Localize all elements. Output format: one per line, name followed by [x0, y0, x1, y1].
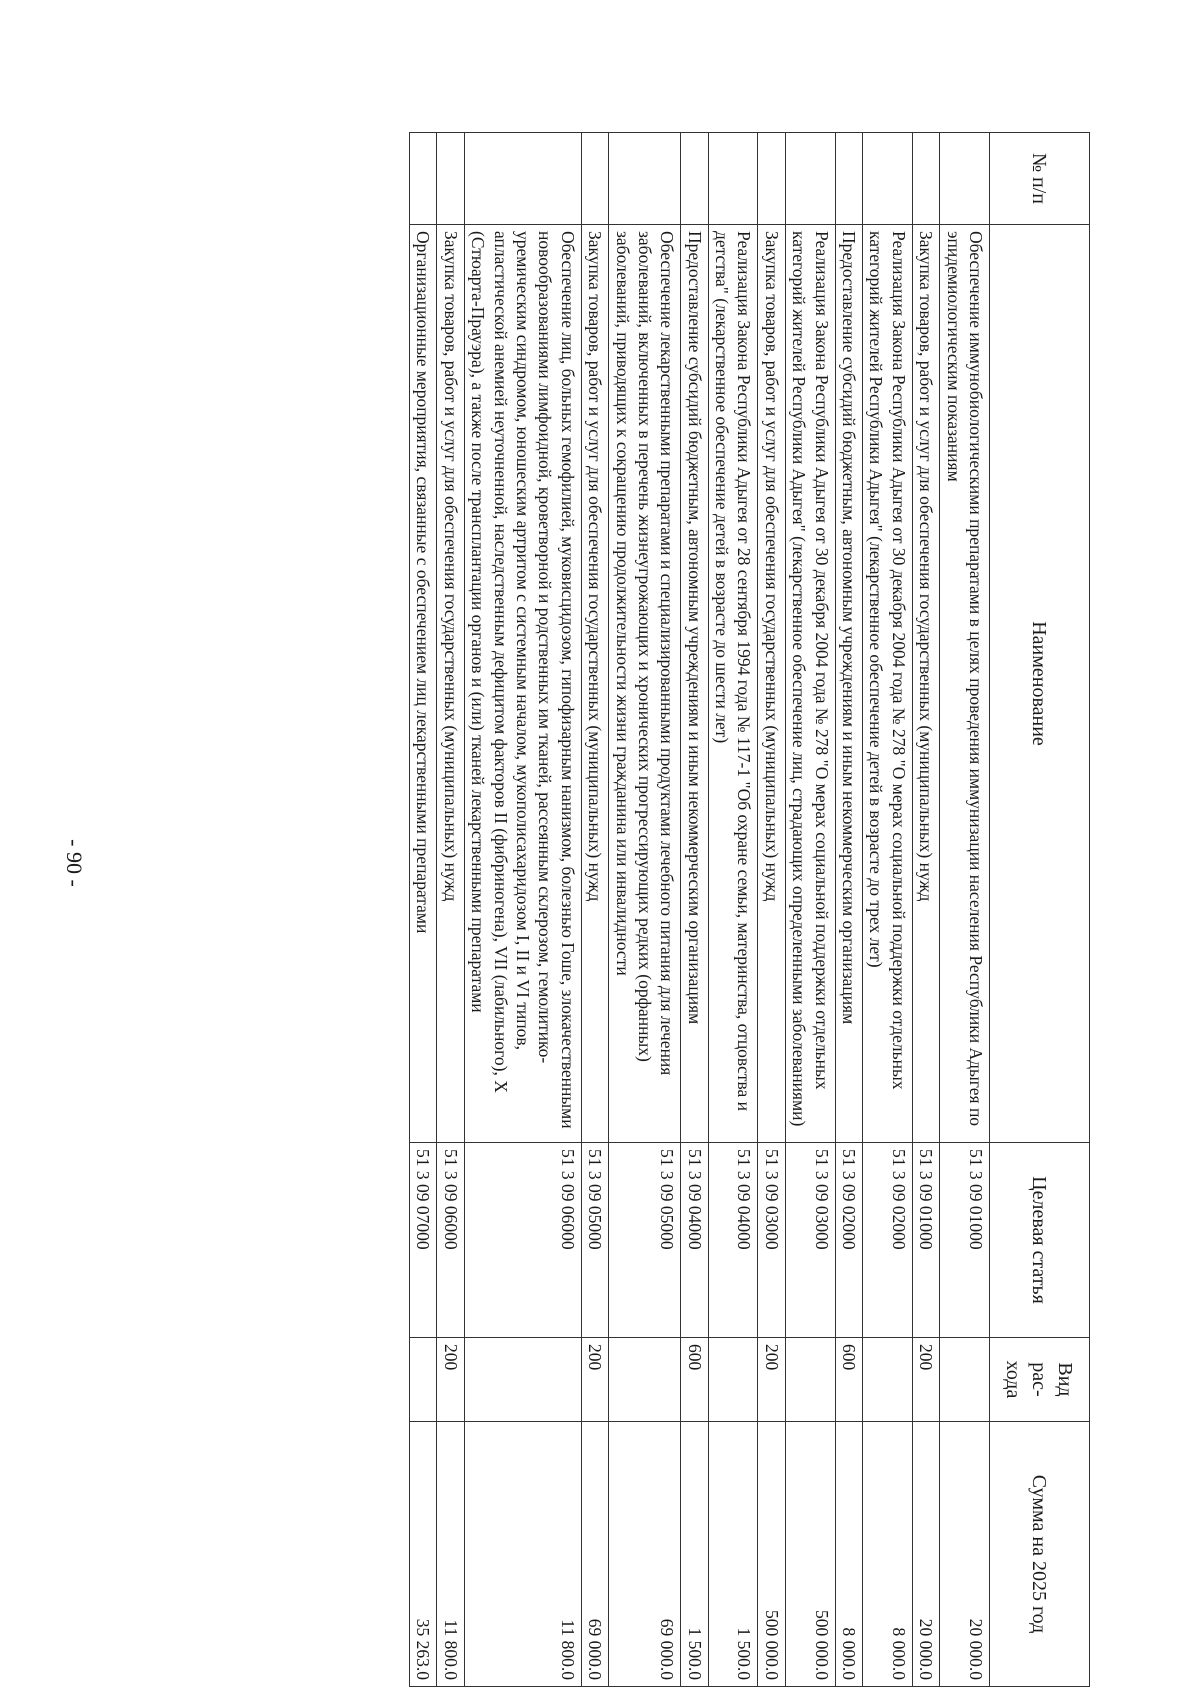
row-kind-cell	[708, 1338, 758, 1422]
row-number-cell	[708, 133, 758, 225]
row-amount-cell: 69 000.0	[609, 1422, 681, 1687]
row-code-cell: 51 3 09 05000	[609, 1143, 681, 1338]
row-name-cell: Обеспечение лекарственными препаратами и специализированными продуктами лечебного питания для лечения заболеваний, включенных в перечень жизнеугрожающих и хронических прогрессирующих редких (орфанных) заболеваний, приводящих к сокращению продолжительности жизни гражданина или инвалидности	[609, 225, 681, 1143]
table-row	[785, 133, 835, 1687]
row-number-cell	[912, 133, 939, 225]
row-code-cell: 51 3 09 01000	[940, 1143, 990, 1338]
row-name-cell: Закупка товаров, работ и услуг для обеспечения государственных (муниципальных) нужд	[437, 225, 464, 1143]
row-amount-cell: 1 500.0	[681, 1422, 708, 1687]
row-kind-cell: 200	[758, 1338, 785, 1422]
header-name: Наименование	[990, 225, 1090, 1143]
rotated-page-content	[1, 132, 1090, 1686]
row-kind-cell: 600	[835, 1338, 862, 1422]
row-kind-cell: 200	[437, 1338, 464, 1422]
row-name-cell: Предоставление субсидий бюджетным, автономным учреждениям и иным некоммерческим организациям	[681, 225, 708, 1143]
row-amount-cell: 20 000.0	[912, 1422, 939, 1687]
row-code-cell: 51 3 09 04000	[708, 1143, 758, 1338]
row-code-cell: 51 3 09 06000	[437, 1143, 464, 1338]
table-row	[437, 133, 464, 1687]
header-number: № п/п	[990, 133, 1090, 225]
row-amount-cell: 69 000.0	[581, 1422, 608, 1687]
row-kind-cell: 600	[681, 1338, 708, 1422]
row-amount-cell: 11 800.0	[464, 1422, 581, 1687]
row-name-cell: Реализация Закона Республики Адыгея от 30 декабря 2004 года № 278 "О мерах социальной поддержки отдельных категорий жителей Республики Адыгея" (лекарственное обеспечение детей в возрасте до трех лет)	[863, 225, 913, 1143]
table-row	[681, 133, 708, 1687]
row-name-cell: Закупка товаров, работ и услуг для обеспечения государственных (муниципальных) нужд	[758, 225, 785, 1143]
table-row	[835, 133, 862, 1687]
row-number-cell	[410, 133, 437, 225]
row-number-cell	[464, 133, 581, 225]
row-number-cell	[758, 133, 785, 225]
budget-table	[409, 132, 1090, 1687]
row-code-cell: 51 3 09 02000	[835, 1143, 862, 1338]
header-kind: Вид рас- хода	[990, 1338, 1090, 1422]
row-number-cell	[835, 133, 862, 225]
row-code-cell: 51 3 09 04000	[681, 1143, 708, 1338]
row-amount-cell: 8 000.0	[863, 1422, 913, 1687]
row-code-cell: 51 3 09 07000	[410, 1143, 437, 1338]
row-kind-cell: 200	[912, 1338, 939, 1422]
table-row	[912, 133, 939, 1687]
row-code-cell: 51 3 09 06000	[464, 1143, 581, 1338]
row-number-cell	[609, 133, 681, 225]
row-name-cell: Закупка товаров, работ и услуг для обеспечения государственных (муниципальных) нужд	[912, 225, 939, 1143]
row-kind-cell	[785, 1338, 835, 1422]
row-name-cell: Обеспечение иммунобиологическими препаратами в целях проведения иммунизации населения Республики Адыгея по эпидемиологическим показаниям	[940, 225, 990, 1143]
row-code-cell: 51 3 09 02000	[863, 1143, 913, 1338]
header-amount: Сумма на 2025 год	[990, 1422, 1090, 1687]
row-name-cell: Предоставление субсидий бюджетным, автономным учреждениям и иным некоммерческим организациям	[835, 225, 862, 1143]
row-kind-cell	[410, 1338, 437, 1422]
table-row	[758, 133, 785, 1687]
row-code-cell: 51 3 09 03000	[758, 1143, 785, 1338]
table-row	[410, 133, 437, 1687]
row-amount-cell: 11 800.0	[437, 1422, 464, 1687]
row-name-cell: Обеспечение лиц, больных гемофилией, муковисцидозом, гипофизарным нанизмом, болезнью Гоше, злокачественными новообразованиями лимфоидной, кроветворной и родственных им тканей, рассеянным склерозом, гемолитико-уремическим синдромом, юношеским артритом с системным началом, мукополисахаридозом I, II и VI типов, апластической анемией неуточненной, наследственным дефицитом факторов II (фибриногена), VII (лабильного), X (Стюарта-Прауэра), а также после трансплантации органов и (или) тканей лекарственными препаратами	[464, 225, 581, 1143]
row-kind-cell	[609, 1338, 681, 1422]
row-kind-cell: 200	[581, 1338, 608, 1422]
row-name-cell: Закупка товаров, работ и услуг для обеспечения государственных (муниципальных) нужд	[581, 225, 608, 1143]
row-kind-cell	[464, 1338, 581, 1422]
row-number-cell	[681, 133, 708, 225]
row-number-cell	[785, 133, 835, 225]
table-row	[581, 133, 608, 1687]
table-body	[410, 133, 990, 1687]
row-amount-cell: 500 000.0	[758, 1422, 785, 1687]
table-row	[708, 133, 758, 1687]
table-row	[863, 133, 913, 1687]
row-number-cell	[940, 133, 990, 225]
row-code-cell: 51 3 09 05000	[581, 1143, 608, 1338]
row-name-cell: Реализация Закона Республики Адыгея от 30 декабря 2004 года № 278 "О мерах социальной поддержки отдельных категорий жителей Республики Адыгея" (лекарственное обеспечение лиц, страдающих определенными заболеваниями)	[785, 225, 835, 1143]
table-row	[609, 133, 681, 1687]
row-kind-cell	[863, 1338, 913, 1422]
row-name-cell: Организационные мероприятия, связанные с обеспечением лиц лекарственными препаратами	[410, 225, 437, 1143]
page-number: - 90 -	[62, 839, 87, 887]
table-row	[940, 133, 990, 1687]
row-amount-cell: 500 000.0	[785, 1422, 835, 1687]
row-amount-cell: 35 263.0	[410, 1422, 437, 1687]
row-code-cell: 51 3 09 03000	[785, 1143, 835, 1338]
table-header-row	[990, 133, 1090, 1687]
header-code: Целевая статья	[990, 1143, 1090, 1338]
row-code-cell: 51 3 09 01000	[912, 1143, 939, 1338]
row-amount-cell: 20 000.0	[940, 1422, 990, 1687]
row-number-cell	[581, 133, 608, 225]
row-number-cell	[437, 133, 464, 225]
row-kind-cell	[940, 1338, 990, 1422]
row-amount-cell: 1 500.0	[708, 1422, 758, 1687]
table-row	[464, 133, 581, 1687]
row-name-cell: Реализация Закона Республики Адыгея от 28 сентября 1994 года № 117-1 "Об охране семьи, материнства, отцовства и детства" (лекарственное обеспечение детей в возрасте до шести лет)	[708, 225, 758, 1143]
row-amount-cell: 8 000.0	[835, 1422, 862, 1687]
row-number-cell	[863, 133, 913, 225]
